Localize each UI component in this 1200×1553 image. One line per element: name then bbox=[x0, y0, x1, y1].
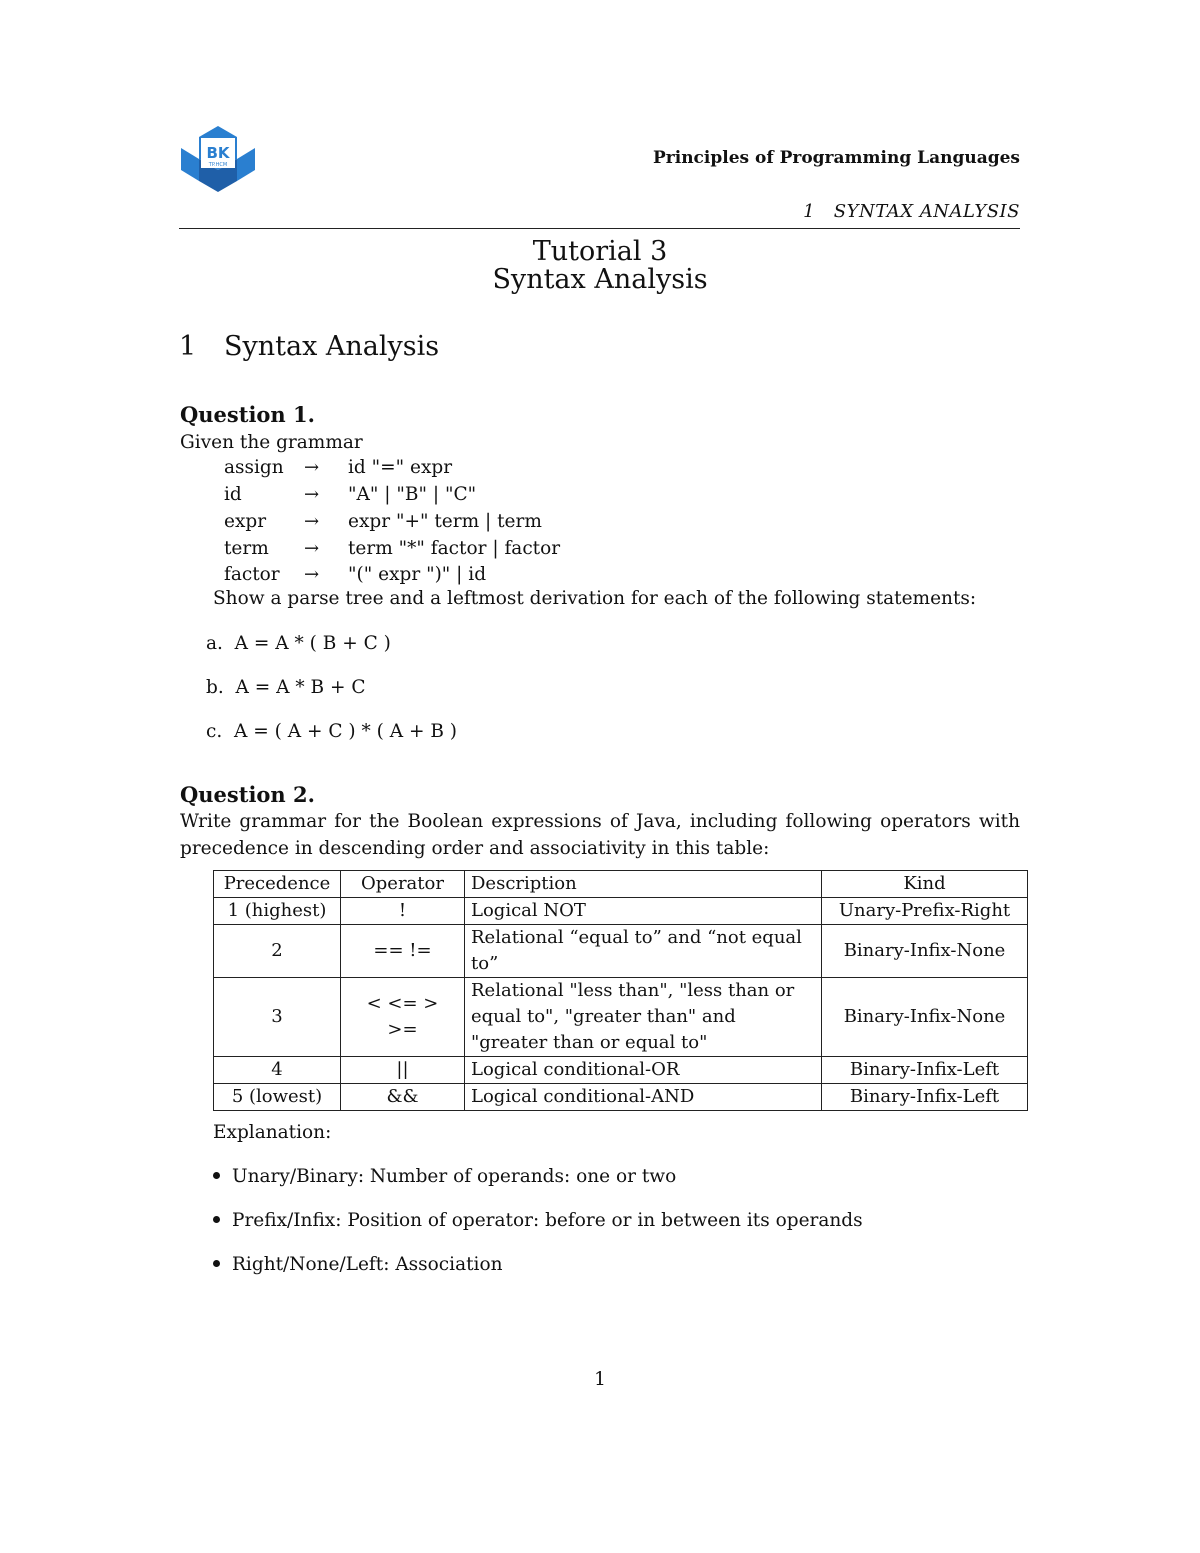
section-title: Syntax Analysis bbox=[224, 331, 440, 362]
statement-c: c. A = ( A + C ) * ( A + B ) bbox=[206, 721, 458, 742]
question-2-line-2: precedence in descending order and associativity in this table: bbox=[180, 838, 770, 859]
grammar-arrow: → bbox=[304, 538, 320, 559]
header-precedence: Precedence bbox=[214, 871, 341, 898]
cell-operator: ! bbox=[341, 898, 465, 925]
cell-description: Relational "less than", "less than or equal to", "greater than" and "greater than or equal to" bbox=[465, 978, 822, 1057]
page-number: 1 bbox=[594, 1369, 606, 1390]
bullet-item bbox=[213, 1166, 676, 1187]
cell-operator: < <= > >= bbox=[341, 978, 465, 1057]
grammar-rhs: "A" | "B" | "C" bbox=[348, 484, 477, 505]
cell-operator: && bbox=[341, 1084, 465, 1111]
grammar-rhs: id "=" expr bbox=[348, 457, 453, 478]
cell-kind: Binary-Infix-Left bbox=[822, 1057, 1028, 1084]
course-name: Principles of Programming Languages bbox=[653, 148, 1020, 168]
cell-precedence: 4 bbox=[214, 1057, 341, 1084]
bullet-text: Prefix/Infix: Position of operator: before or in between its operands bbox=[232, 1210, 863, 1231]
cell-kind: Binary-Infix-None bbox=[822, 978, 1028, 1057]
header-rule bbox=[179, 228, 1020, 229]
header-kind: Kind bbox=[822, 871, 1028, 898]
header-operator: Operator bbox=[341, 871, 465, 898]
running-head: 1 SYNTAX ANALYSIS bbox=[803, 201, 1020, 222]
section-number: 1 bbox=[179, 331, 197, 362]
logo-text: BK bbox=[206, 144, 230, 162]
bullet-text: Right/None/Left: Association bbox=[232, 1254, 503, 1275]
section-heading bbox=[179, 331, 439, 362]
statement-b: b. A = A * B + C bbox=[206, 677, 366, 698]
grammar-rhs: "(" expr ")" | id bbox=[348, 564, 487, 585]
cell-operator: || bbox=[341, 1057, 465, 1084]
bullet-item bbox=[213, 1254, 503, 1275]
operator-table bbox=[213, 870, 1028, 1111]
question-1-intro: Given the grammar bbox=[180, 432, 363, 453]
table-header-row bbox=[214, 871, 1028, 898]
cell-description: Relational “equal to” and “not equal to” bbox=[465, 925, 822, 978]
title-line-1: Tutorial 3 bbox=[532, 236, 668, 267]
cell-description: Logical conditional-AND bbox=[465, 1084, 822, 1111]
cell-precedence: 5 (lowest) bbox=[214, 1084, 341, 1111]
cell-kind: Binary-Infix-Left bbox=[822, 1084, 1028, 1111]
bullet-icon bbox=[213, 1260, 220, 1267]
grammar-arrow: → bbox=[304, 484, 320, 505]
table-row bbox=[214, 978, 1028, 1057]
statement-a: a. A = A * ( B + C ) bbox=[206, 633, 391, 654]
document-title bbox=[0, 238, 1200, 294]
logo-subtext: TP.HCM bbox=[208, 162, 228, 168]
table-row bbox=[214, 1057, 1028, 1084]
bullet-text: Unary/Binary: Number of operands: one or two bbox=[232, 1166, 677, 1187]
header-description: Description bbox=[465, 871, 822, 898]
cell-kind: Binary-Infix-None bbox=[822, 925, 1028, 978]
table-row bbox=[214, 898, 1028, 925]
grammar-lhs: id bbox=[224, 484, 242, 505]
title-line-2: Syntax Analysis bbox=[492, 264, 708, 295]
cell-description: Logical conditional-OR bbox=[465, 1057, 822, 1084]
grammar-lhs: expr bbox=[224, 511, 267, 532]
grammar-rhs: expr "+" term | term bbox=[348, 511, 542, 532]
grammar-lhs: assign bbox=[224, 457, 284, 478]
grammar-lhs: factor bbox=[224, 564, 280, 585]
question-2-line-1: Write grammar for the Boolean expressions of Java, including following operators with bbox=[180, 811, 1020, 832]
grammar-arrow: → bbox=[304, 564, 320, 585]
grammar-lhs: term bbox=[224, 538, 269, 559]
table-row bbox=[214, 1084, 1028, 1111]
question-1-heading: Question 1. bbox=[180, 402, 315, 427]
grammar-arrow: → bbox=[304, 457, 320, 478]
cell-precedence: 3 bbox=[214, 978, 341, 1057]
question-1-task: Show a parse tree and a leftmost derivation for each of the following statements: bbox=[213, 588, 977, 609]
grammar-arrow: → bbox=[304, 511, 320, 532]
explanation-label: Explanation: bbox=[213, 1122, 332, 1143]
cell-kind: Unary-Prefix-Right bbox=[822, 898, 1028, 925]
cell-precedence: 2 bbox=[214, 925, 341, 978]
question-2-heading: Question 2. bbox=[180, 782, 315, 807]
cell-operator: == != bbox=[341, 925, 465, 978]
bullet-item bbox=[213, 1210, 863, 1231]
cell-precedence: 1 (highest) bbox=[214, 898, 341, 925]
table-row bbox=[214, 925, 1028, 978]
cell-description: Logical NOT bbox=[465, 898, 822, 925]
bullet-icon bbox=[213, 1216, 220, 1223]
bullet-icon bbox=[213, 1172, 220, 1179]
grammar-rhs: term "*" factor | factor bbox=[348, 538, 561, 559]
university-logo bbox=[179, 124, 257, 200]
